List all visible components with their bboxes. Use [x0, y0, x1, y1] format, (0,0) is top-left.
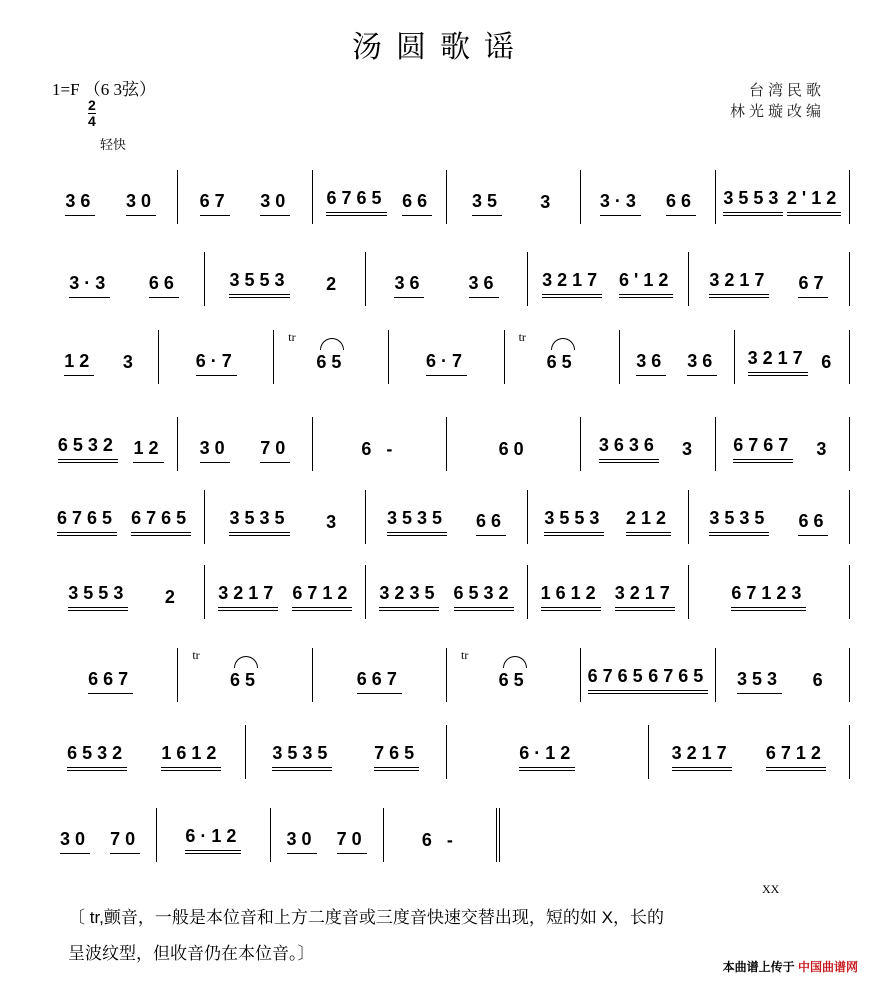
- note-group: 3217: [615, 583, 675, 611]
- measure: [366, 565, 527, 619]
- note-group: 6·12: [519, 743, 575, 771]
- score-row: [44, 417, 850, 471]
- trill-superscript: XX: [762, 882, 780, 896]
- score-row: [44, 648, 850, 702]
- measure: [716, 417, 850, 471]
- credits: [730, 80, 825, 122]
- measure: [44, 808, 157, 862]
- measure: [44, 252, 205, 306]
- measure: [366, 252, 527, 306]
- slur-arc: [234, 656, 258, 668]
- note-group: 3535: [387, 508, 447, 536]
- watermark-prefix: 本曲谱上传于: [722, 960, 795, 974]
- note-group: 36: [394, 273, 424, 298]
- measure: [205, 490, 366, 544]
- note-group: 6765: [648, 666, 708, 694]
- measure: [178, 417, 312, 471]
- score-row: [44, 330, 850, 384]
- note-group: 3217: [542, 270, 602, 298]
- time-signature: [88, 98, 96, 129]
- note-group: 2: [164, 587, 180, 607]
- note-group: 3217: [218, 583, 278, 611]
- note-group: 2: [326, 274, 342, 294]
- note-group: 67: [200, 191, 230, 216]
- slur-arc: [551, 338, 575, 350]
- note-group: 30: [60, 829, 90, 854]
- footnote-line-2: 呈波纹型，但收音仍在本位音。〕: [68, 944, 315, 963]
- slur-arc: [503, 656, 527, 668]
- note-group: 30: [287, 829, 317, 854]
- note-group: 65: [229, 670, 260, 690]
- measure: [44, 417, 178, 471]
- note-group: 3: [540, 192, 556, 212]
- note-group: 3553: [544, 508, 604, 536]
- note-group: 66: [402, 191, 432, 216]
- key-signature: 1=F （6 3弦）: [52, 80, 157, 99]
- note-group: 667: [88, 669, 133, 694]
- measure: [649, 725, 851, 779]
- measure: [44, 330, 159, 384]
- note-group: 36: [687, 351, 717, 376]
- measure: [44, 648, 178, 702]
- note-group: 6 -: [421, 830, 458, 850]
- trill-mark: tr: [518, 330, 526, 344]
- measure: [528, 252, 689, 306]
- credit-arranger: 林光璇改编: [729, 103, 825, 120]
- score-row: [44, 725, 850, 779]
- note-group: 353: [737, 669, 782, 694]
- note-group: 67123: [731, 583, 806, 611]
- note-group: 60: [498, 439, 529, 459]
- note-group: 1612: [161, 743, 221, 771]
- note-group: 667: [357, 669, 402, 694]
- note-group: 3636: [599, 435, 659, 463]
- note-group: 66: [149, 273, 179, 298]
- note-group: 3: [122, 352, 138, 372]
- measure: [528, 490, 689, 544]
- time-signature-top: 2: [88, 97, 96, 113]
- note-group: 6·7: [426, 351, 467, 376]
- note-group: 2'12: [787, 188, 841, 216]
- note-group: 3: [816, 439, 832, 459]
- measure: [447, 417, 581, 471]
- time-signature-bottom: 4: [88, 113, 96, 129]
- measure: [178, 170, 312, 224]
- note-group: 3217: [748, 348, 808, 376]
- note-group: 12: [133, 438, 163, 463]
- note-group: 3·3: [600, 191, 641, 216]
- measure: [159, 330, 274, 384]
- note-group: 6'12: [619, 270, 673, 298]
- trill-mark: tr: [460, 648, 469, 662]
- note-group: 6532: [58, 435, 118, 463]
- measure: [44, 170, 178, 224]
- measure: [44, 490, 205, 544]
- measure: [44, 725, 246, 779]
- note-group: 66: [476, 511, 506, 536]
- measure: [246, 725, 448, 779]
- note-group: 3217: [672, 743, 732, 771]
- note-group: 3·3: [69, 273, 110, 298]
- note-group: 36: [636, 351, 666, 376]
- note-group: 6767: [733, 435, 793, 463]
- score-row: [44, 252, 850, 306]
- note-group: 6765: [588, 666, 648, 694]
- measure: [384, 808, 500, 862]
- note-group: 6: [812, 670, 828, 690]
- measure: [689, 565, 850, 619]
- measure: [505, 330, 620, 384]
- note-group: 3217: [709, 270, 769, 298]
- slur-arc: [320, 338, 344, 350]
- note-group: 3235: [379, 583, 439, 611]
- note-group: 66: [666, 191, 696, 216]
- note-group: 36: [65, 191, 95, 216]
- note-group: 30: [200, 438, 230, 463]
- measure: [271, 808, 384, 862]
- note-group: 70: [260, 438, 290, 463]
- measure: [178, 648, 312, 702]
- note-group: 3553: [723, 188, 783, 216]
- measure: [44, 565, 205, 619]
- score-row: [44, 565, 850, 619]
- measure: [313, 170, 447, 224]
- note-group: 70: [337, 829, 367, 854]
- note-group: 36: [469, 273, 499, 298]
- trill-mark: tr: [288, 330, 296, 344]
- watermark-brand[interactable]: 中国曲谱网: [797, 960, 858, 974]
- note-group: 12: [64, 351, 94, 376]
- page-title: 汤圆歌谣: [352, 30, 528, 65]
- measure: [274, 330, 389, 384]
- measure: [716, 648, 850, 702]
- note-group: 3535: [272, 743, 332, 771]
- measure: [447, 648, 581, 702]
- measure: [581, 417, 715, 471]
- note-group: 65: [546, 352, 577, 372]
- note-group: 30: [260, 191, 290, 216]
- note-group: 6765: [326, 188, 386, 216]
- measure: [581, 648, 715, 702]
- note-group: 6: [821, 352, 837, 372]
- note-group: 6532: [67, 743, 127, 771]
- footnote-line-1: 〔 tr,颤音，一般是本位音和上方二度音或三度音快速交替出现，短的如 X，长的: [68, 908, 664, 927]
- measure: [389, 330, 504, 384]
- score-row: [44, 490, 850, 544]
- note-group: 3553: [68, 583, 128, 611]
- note-group: 3553: [229, 270, 289, 298]
- note-group: 6532: [454, 583, 514, 611]
- note-group: 6712: [766, 743, 826, 771]
- note-group: 3535: [229, 508, 289, 536]
- note-group: 30: [126, 191, 156, 216]
- note-group: 6712: [292, 583, 352, 611]
- measure: [716, 170, 850, 224]
- measure: [689, 252, 850, 306]
- measure: [581, 170, 715, 224]
- note-group: 66: [798, 511, 828, 536]
- note-group: 6·12: [185, 826, 241, 854]
- measure: [447, 725, 649, 779]
- trill-mark: tr: [192, 648, 200, 662]
- tempo-marking: 轻快: [100, 137, 127, 152]
- note-group: 6 -: [361, 439, 398, 459]
- note-group: 6765: [131, 508, 191, 536]
- credit-origin: 台湾民歌: [748, 82, 825, 99]
- measure: [528, 565, 689, 619]
- measure: [313, 417, 447, 471]
- measure: [205, 565, 366, 619]
- measure: [157, 808, 270, 862]
- measure: [689, 490, 850, 544]
- note-group: 70: [110, 829, 140, 854]
- note-group: 212: [626, 508, 671, 536]
- measure: [205, 252, 366, 306]
- note-group: 35: [472, 191, 502, 216]
- score-row: [44, 808, 500, 862]
- measure: [620, 330, 735, 384]
- watermark: [723, 958, 858, 975]
- note-group: 67: [798, 273, 828, 298]
- measure: [366, 490, 527, 544]
- note-group: 3: [682, 439, 698, 459]
- score-row: [44, 170, 850, 224]
- measure: [735, 330, 850, 384]
- note-group: 65: [498, 670, 529, 690]
- note-group: 6·7: [196, 351, 237, 376]
- note-group: 1612: [541, 583, 601, 611]
- measure: [313, 648, 447, 702]
- note-group: 3: [326, 512, 342, 532]
- measure: [447, 170, 581, 224]
- note-group: 765: [374, 743, 419, 771]
- note-group: 6765: [57, 508, 117, 536]
- note-group: 65: [316, 352, 347, 372]
- note-group: 3535: [709, 508, 769, 536]
